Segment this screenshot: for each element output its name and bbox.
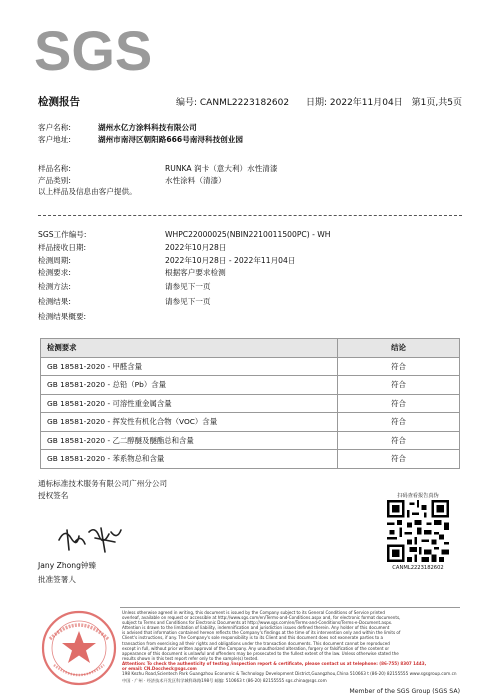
sample-name-label: 样品名称: <box>38 164 71 173</box>
sgs-logo-text: SGS <box>34 20 153 76</box>
company-seal-icon <box>40 609 118 687</box>
authenticity-attention: Attention: To check the authenticity of testing /inspection report & certificate, please contact us at telephone: (86-755) 8307 1443, <box>122 660 427 666</box>
fine-print-line: Attention is drawn to the limitation of liability, indemnification and jurisdiction issues defined therein. Any holder of this document <box>122 625 390 631</box>
fine-print-line: results shown in this test report refer only to the sample(s) tested. <box>122 655 259 661</box>
work-label: 检测要求: <box>38 268 71 277</box>
authenticity-email[interactable]: or email: CN.Doccheck@sgs.com <box>122 666 197 672</box>
table-row <box>41 376 460 395</box>
client-address-row <box>38 134 243 145</box>
authorized-signature-label: 授权签名 <box>38 491 69 500</box>
address-english: 198 Kezhu Road,Scientech Park Guangzhou Economic & Technology Development District,Guangzhou,China 510663 t (86-20) 82155555 www.sgsgroup.com.cn <box>122 671 457 676</box>
work-row <box>38 229 331 240</box>
conclusion-cell: 符合 <box>338 413 460 432</box>
page-indicator: 第1页,共5页 <box>411 98 462 108</box>
client-name-label: 客户名称: <box>38 123 71 132</box>
requirement-cell: GB 18581-2020 - 苯系物总和含量 <box>41 450 338 469</box>
fine-print-line: subject to Terms and Conditions for Electronic Documents at http://www.sgs.com/en/Terms-and-Conditions/Terms-e-Document.aspx. <box>122 620 393 626</box>
work-label: 检测周期: <box>38 256 71 265</box>
signer-name: Jany Zhong钟臻 <box>38 561 97 570</box>
fine-print-line: transaction from exercising all their rights and obligations under the transaction documents. This document cannot be reproduced <box>122 640 390 646</box>
address-chinese: 中国 · 广州 · 经济技术开发区科学城科珠路198号 邮编: 510663 t (86-20) 82155555 sgs.china@sgs.com <box>122 678 327 683</box>
sample-note-text: 以上样品及信息由客户提供。 <box>38 187 137 196</box>
client-name-row <box>38 122 197 133</box>
work-row <box>38 281 211 292</box>
sample-category-value: 水性涂料（清漆） <box>165 176 226 185</box>
work-row <box>38 267 226 278</box>
terms-fine-print <box>122 610 462 671</box>
handwritten-signature <box>55 520 125 556</box>
fine-print-line: appearance of this document is unlawful and offenders may be prosecuted to the fullest extent of the law. Unless otherwise stated the <box>122 650 399 656</box>
requirement-cell: GB 18581-2020 - 甲醛含量 <box>41 357 338 376</box>
work-label: 检测结果概要: <box>38 312 87 321</box>
work-value: 根据客户要求检测 <box>165 268 226 277</box>
work-row <box>38 255 296 266</box>
work-row <box>38 311 158 322</box>
requirement-cell: GB 18581-2020 - 乙二醇醚及醚酯总和含量 <box>41 431 338 450</box>
conclusion-cell: 符合 <box>338 376 460 395</box>
sample-name-value: RUNKA 润卡（意大利）水性清漆 <box>165 164 278 173</box>
table-row <box>41 413 460 432</box>
work-value: 请参见下一页 <box>165 297 211 306</box>
sample-name-row <box>38 163 278 174</box>
work-label: 样品接收日期: <box>38 243 87 252</box>
work-label: 检测方法: <box>38 282 71 291</box>
conclusion-cell: 符合 <box>338 357 460 376</box>
client-name-value: 湖州水亿方涂料科技有限公司 <box>98 123 197 132</box>
fine-print-line: overleaf, available on request or accessible at http://www.sgs.com/en/Terms-and-Conditions.aspx and, for electronic format documents, <box>122 615 401 621</box>
sample-category-label: 产品类别: <box>38 176 71 185</box>
report-title: 检测报告 <box>38 96 80 108</box>
table-row <box>41 431 460 450</box>
work-value: WHPC22000025(NBIN2210011500PC) - WH <box>165 230 331 239</box>
work-label: SGS工作编号: <box>38 230 87 239</box>
requirement-cell: GB 18581-2020 - 挥发性有机化合物（VOC）含量 <box>41 413 338 432</box>
client-address-value: 湖州市南浔区朝阳路666号南浔科技创业园 <box>98 135 243 144</box>
table-row <box>41 357 460 376</box>
fine-print-line: Unless otherwise agreed in writing, this document is issued by the Company subject to its General Conditions of Service printed <box>122 610 385 615</box>
approver-label: 批准签署人 <box>38 575 76 584</box>
table-row <box>41 394 460 413</box>
work-value: 2022年10月28日 <box>165 243 227 252</box>
conclusion-cell: 符合 <box>338 394 460 413</box>
qr-code-icon[interactable] <box>387 500 449 562</box>
fine-print-line: except in full, without prior written approval of the Company. Any unauthorized alteration, forgery or falsification of the content or <box>122 645 390 651</box>
report-header <box>38 94 462 110</box>
table-header-row <box>41 339 460 358</box>
conclusion-cell: 符合 <box>338 431 460 450</box>
column-header-requirement: 检测要求 <box>41 339 338 358</box>
issuing-company: 通标标准技术服务有限公司广州分公司 <box>38 479 168 488</box>
work-row <box>38 242 227 253</box>
table-row <box>41 450 460 469</box>
work-value: 2022年10月28日 - 2022年11月04日 <box>165 256 296 265</box>
report-number: 编号: CANML2223182602 <box>176 98 290 108</box>
work-label: 检测结果: <box>38 297 71 306</box>
requirement-cell: GB 18581-2020 - 总铅（Pb）含量 <box>41 376 338 395</box>
footer-divider <box>120 607 460 608</box>
work-row <box>38 296 211 307</box>
sgs-group-member: Member of the SGS Group (SGS SA) <box>349 688 460 695</box>
sample-category-row <box>38 175 226 186</box>
conclusion-cell: 符合 <box>338 450 460 469</box>
report-date: 日期: 2022年11月04日 <box>306 98 403 108</box>
fine-print-line: is advised that information contained hereon reflects the Company's findings at the time of its intervention only and within the limits of <box>122 630 401 636</box>
qr-report-id: CANML2223182602 <box>392 565 444 571</box>
results-summary-table <box>40 338 460 469</box>
section-divider <box>38 215 462 216</box>
qr-caption: 扫码查看报告真伪 <box>397 493 439 499</box>
requirement-cell: GB 18581-2020 - 可溶性重金属含量 <box>41 394 338 413</box>
sample-note <box>38 186 137 197</box>
column-header-conclusion: 结论 <box>338 339 460 358</box>
sgs-logo <box>32 20 154 76</box>
client-address-label: 客户地址: <box>38 135 71 144</box>
work-value: 请参见下一页 <box>165 282 211 291</box>
fine-print-line: Client's instructions, if any. The Company's sole responsibility is to its Client and this document does not exonerate parties to a <box>122 635 383 641</box>
